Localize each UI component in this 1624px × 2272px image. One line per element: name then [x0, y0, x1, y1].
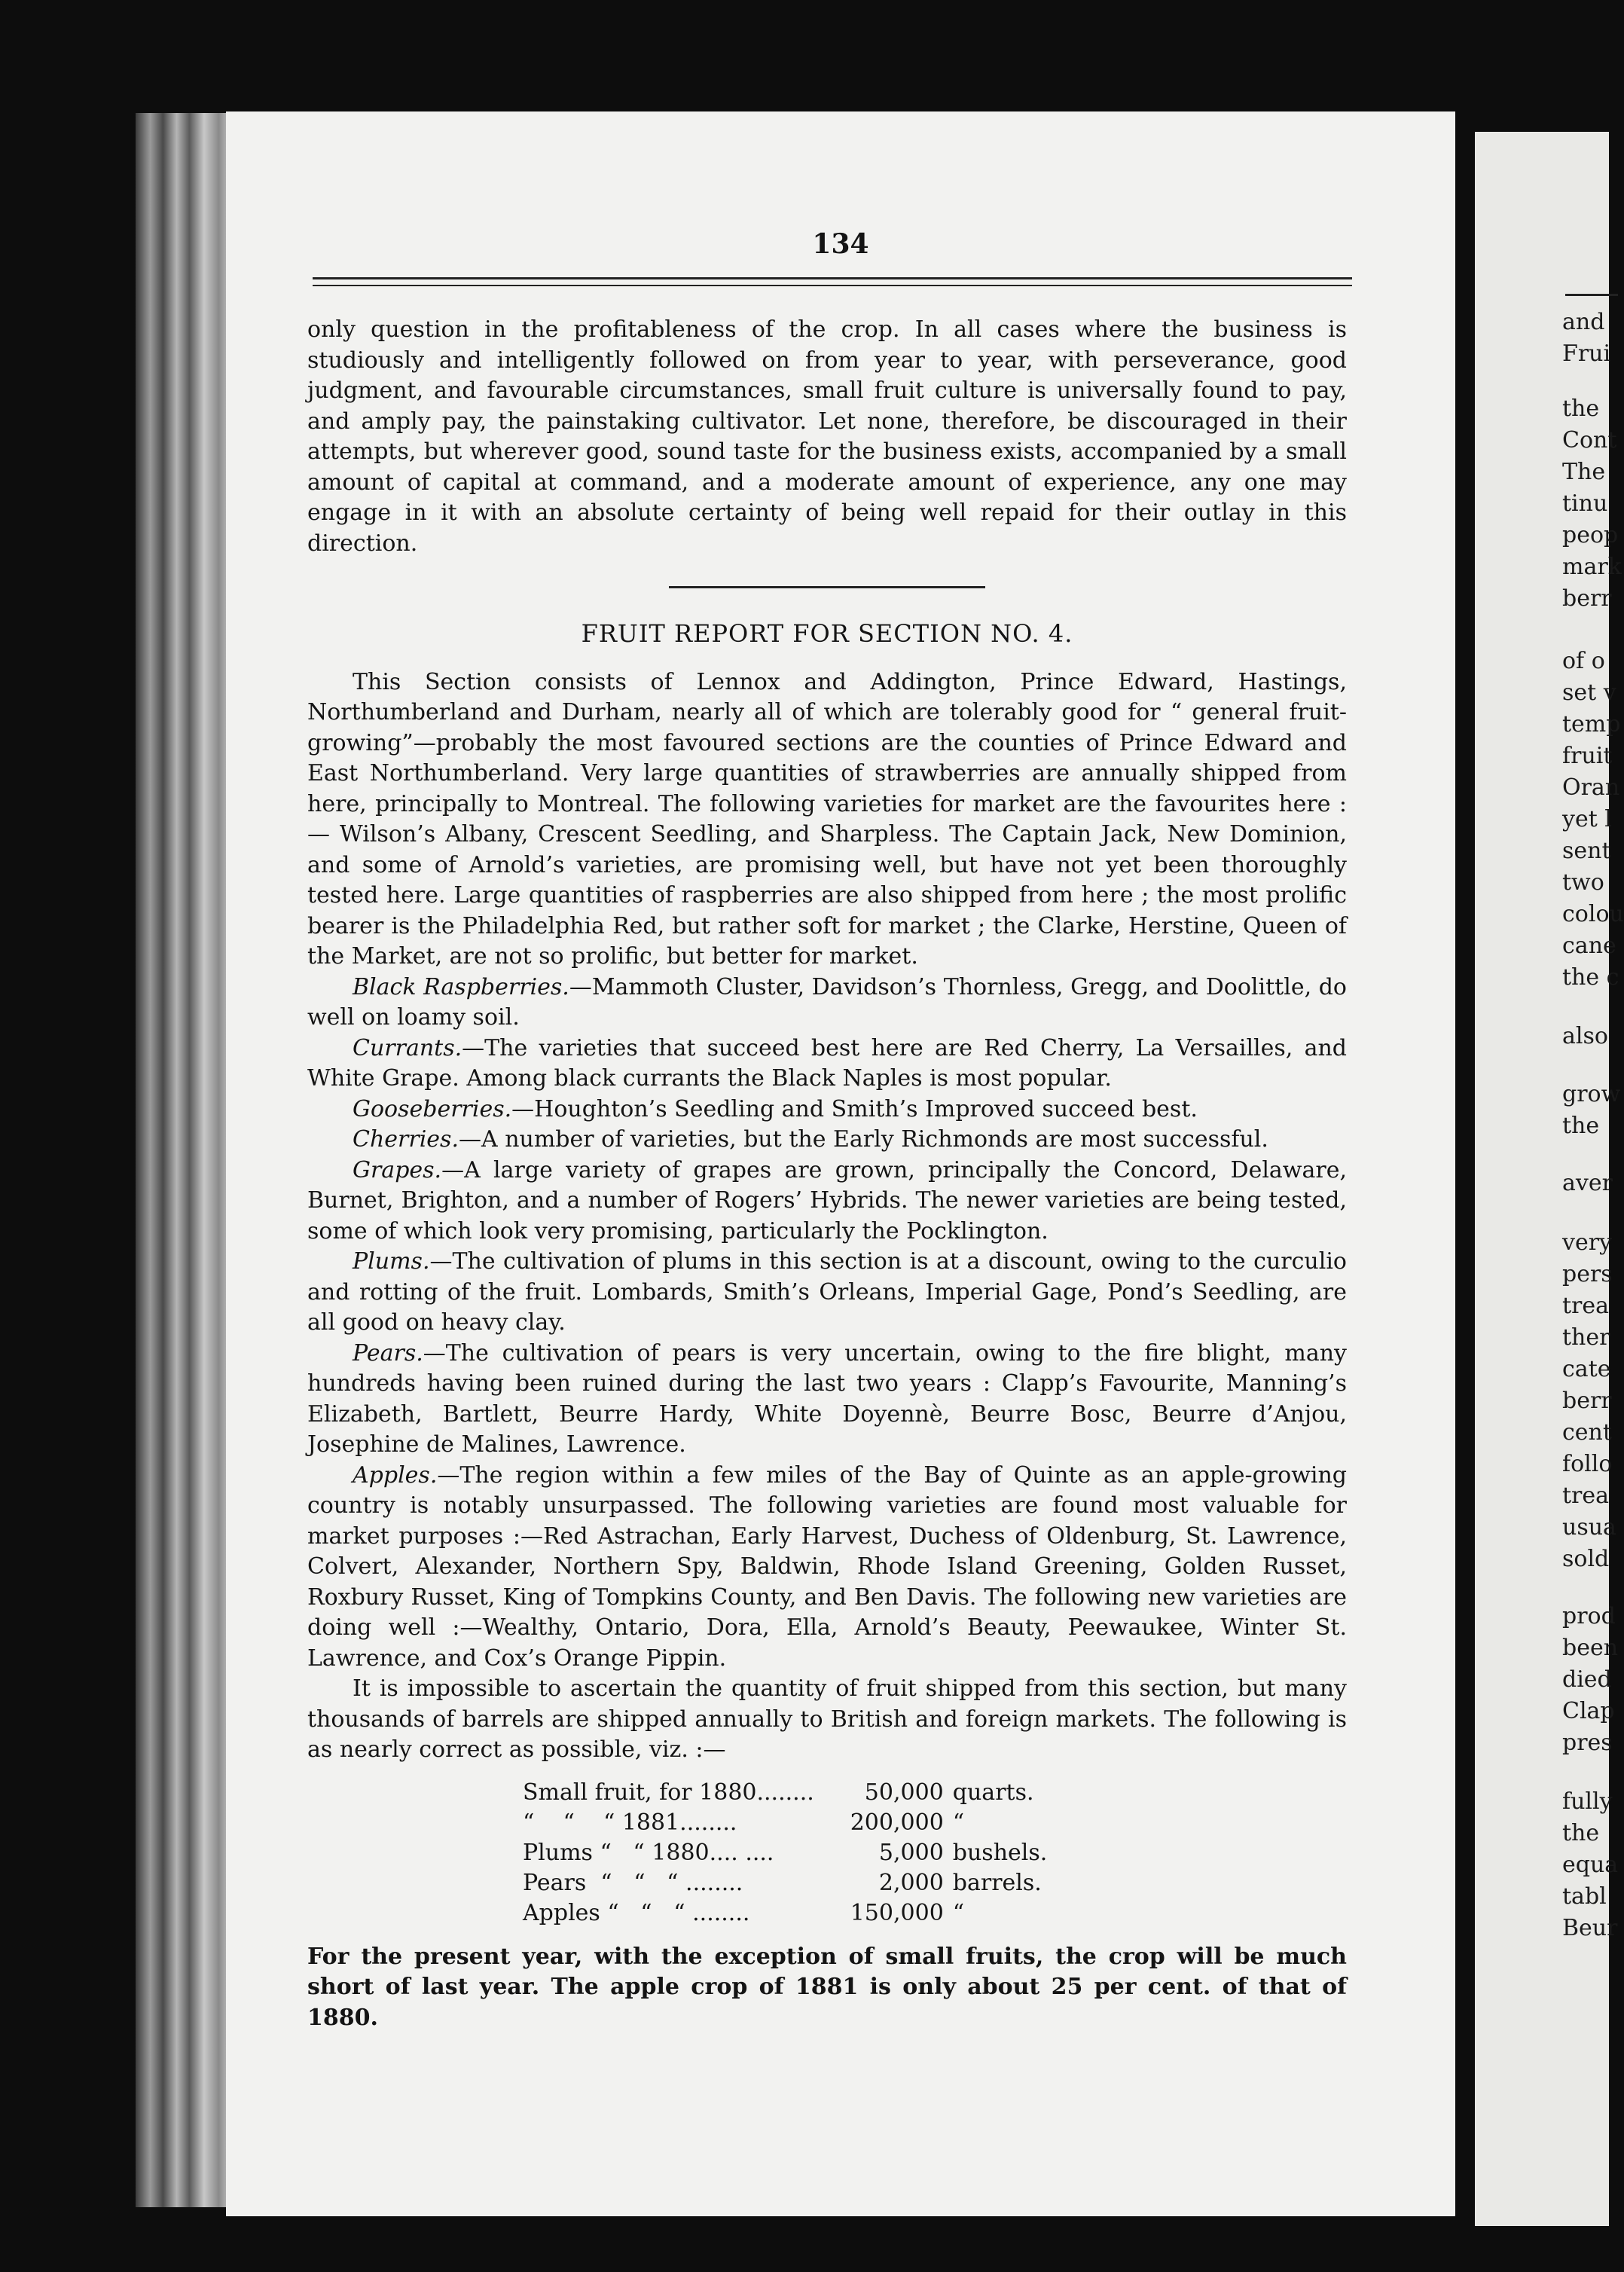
- right-page-line-fragment: the: [1562, 1820, 1600, 1846]
- right-page-line-fragment: Beur: [1562, 1915, 1618, 1941]
- right-page-line-fragment: tinu: [1562, 490, 1608, 517]
- page-number: 134: [812, 228, 869, 260]
- right-page-line-fragment: colou: [1562, 901, 1624, 927]
- fruit-entry-label: Gooseberries.: [353, 1095, 512, 1122]
- fruit-entry-text: —A number of varieties, but the Early Richmonds are most successful.: [459, 1126, 1268, 1153]
- shipment-row: [518, 1808, 1052, 1838]
- fruit-entry-text: —A large variety of grapes are grown, principally the Concord, Delaware, Burnet, Brighton, and a number of Rogers’ Hybrids. The newer varieties are being tested, some of which look very promising, particularly the Pocklington.: [307, 1156, 1347, 1244]
- shipment-item: “ “ “ 1881........: [523, 1809, 737, 1836]
- right-page-line-fragment: two: [1562, 869, 1604, 896]
- right-page-line-fragment: the: [1562, 395, 1600, 422]
- right-page-line-fragment: tabl: [1562, 1883, 1607, 1910]
- shipment-item: Plums “ “ 1880.... ....: [523, 1839, 774, 1866]
- right-page-line-fragment: the c: [1562, 964, 1619, 991]
- shipment-quantity: 50,000: [864, 1779, 944, 1806]
- section-divider: [669, 586, 985, 588]
- right-page-line-fragment: very: [1562, 1229, 1612, 1256]
- right-page-line-fragment: berr: [1562, 585, 1612, 612]
- right-page-rule: [1565, 294, 1618, 296]
- fruit-entry-gooseberries: [307, 1095, 1347, 1125]
- right-page-line-fragment: cent: [1562, 1419, 1612, 1446]
- fruit-entry-label: Black Raspberries.: [353, 973, 569, 1000]
- fruit-entry-text: —Houghton’s Seedling and Smith’s Improved succeed best.: [511, 1095, 1198, 1122]
- section-title: FRUIT REPORT FOR SECTION NO. 4.: [581, 619, 1073, 648]
- shipment-row: [518, 1838, 1052, 1868]
- shipment-quantity: 2,000: [878, 1869, 944, 1896]
- shipment-unit: “: [952, 1899, 965, 1926]
- shipment-unit: “: [952, 1809, 965, 1836]
- fruit-entry-cherries: [307, 1125, 1347, 1156]
- shipment-row: [518, 1898, 1052, 1928]
- right-page-line-fragment: the: [1562, 1113, 1600, 1139]
- shipment-unit: bushels.: [952, 1839, 1048, 1866]
- right-page-line-fragment: also: [1562, 1023, 1608, 1049]
- fruit-entry-black-raspberries: [307, 973, 1347, 1034]
- right-page-line-fragment: usua: [1562, 1514, 1616, 1541]
- right-page-line-fragment: pers: [1562, 1261, 1613, 1287]
- shipment-quantity: 5,000: [878, 1839, 944, 1866]
- right-page-line-fragment: and: [1562, 309, 1605, 335]
- left-page: [226, 111, 1455, 2216]
- right-page-line-fragment: sold: [1562, 1546, 1610, 1572]
- shipment-row: [518, 1778, 1052, 1808]
- fruit-entry-text: —The region within a few miles of the Bay of Quinte as an apple-growing country is notably unsurpassed. The following varieties are found most valuable for market purposes :—Red Astrachan, Early Harvest, Duchess of Oldenburg, St. Lawrence, Colvert, Alexander, Northern Spy, Baldwin, Rhode Island Greening, Golden Russet, Roxbury Russet, King of Tompkins County, and Ben Davis. The following new varieties are doing well :—Wealthy, Ontario, Dora, Ella, Arnold’s Beauty, Peewaukee, Winter St. Lawrence, and Cox’s Orange Pippin.: [307, 1461, 1347, 1672]
- right-page-line-fragment: pres: [1562, 1730, 1613, 1756]
- fruit-entry-label: Grapes.: [353, 1156, 442, 1183]
- fruit-entry-label: Cherries.: [353, 1126, 459, 1153]
- shipment-item: Apples “ “ “ ........: [523, 1899, 750, 1926]
- fruit-entry-grapes: [307, 1156, 1347, 1247]
- right-page-line-fragment: aver: [1562, 1170, 1613, 1196]
- fruit-entry-text: —Mammoth Cluster, Davidson’s Thornless, Gregg, and Doolittle, do well on loamy soil.: [307, 973, 1347, 1031]
- right-page-line-fragment: of o: [1562, 648, 1605, 674]
- right-page-line-fragment: ther: [1562, 1324, 1610, 1351]
- right-page-line-fragment: equa: [1562, 1852, 1619, 1878]
- right-page-fragment: [1475, 132, 1624, 2226]
- shipment-quantity: 150,000: [850, 1899, 944, 1926]
- shipment-quantity: 200,000: [850, 1809, 944, 1836]
- right-page-line-fragment: trea: [1562, 1293, 1610, 1319]
- fruit-entry-text: —The varieties that succeed best here are Red Cherry, La Versailles, and White Grape. Among black currants the Black Naples is most popular.: [307, 1034, 1347, 1092]
- shipment-row: [518, 1868, 1052, 1898]
- fruit-entry-pears: [307, 1339, 1347, 1461]
- page-body: [307, 315, 1347, 2033]
- right-page-line-fragment: mark: [1562, 554, 1622, 580]
- right-page-line-fragment: peop: [1562, 522, 1619, 548]
- right-page-line-fragment: grow: [1562, 1081, 1621, 1107]
- fruit-entry-label: Apples.: [353, 1461, 438, 1489]
- right-page-line-fragment: Clap: [1562, 1698, 1615, 1724]
- shipment-intro-paragraph: It is impossible to ascertain the quantity of fruit shipped from this section, but many thousands of barrels are shipped annually to British and foreign markets. The following is as nearly correct as possible, viz. :—: [307, 1675, 1347, 1763]
- right-page-line-fragment: fruit: [1562, 743, 1613, 769]
- right-page-line-fragment: cane: [1562, 933, 1616, 959]
- right-page-line-fragment: trea: [1562, 1483, 1610, 1509]
- fruit-entry-label: Currants.: [353, 1034, 462, 1061]
- fruit-entry-label: Pears.: [353, 1339, 423, 1367]
- header-rule-top: [313, 277, 1352, 279]
- shipment-item: Pears “ “ “ ........: [523, 1869, 743, 1896]
- fruit-entry-currants: [307, 1034, 1347, 1095]
- right-page-line-fragment: Oran: [1562, 774, 1620, 801]
- right-page-line-fragment: been: [1562, 1635, 1619, 1661]
- fruit-entry-label: Plums.: [353, 1248, 430, 1275]
- right-page-line-fragment: temp: [1562, 711, 1621, 737]
- fruit-entry-text: —The cultivation of plums in this section is at a discount, owing to the curculio and rotting of the fruit. Lombards, Smith’s Orleans, Imperial Gage, Pond’s Seedling, are all good on heavy clay.: [307, 1248, 1347, 1336]
- right-page-line-fragment: cate: [1562, 1356, 1611, 1382]
- right-page-line-fragment: berr: [1562, 1388, 1612, 1414]
- right-page-line-fragment: sent: [1562, 838, 1611, 864]
- book-spine-edge: [136, 113, 234, 2207]
- fruit-entry-apples: [307, 1461, 1347, 1675]
- shipment-table: [518, 1778, 1052, 1928]
- right-page-line-fragment: set v: [1562, 679, 1616, 706]
- right-page-line-fragment: Cont: [1562, 427, 1617, 453]
- right-page-line-fragment: follo: [1562, 1451, 1613, 1477]
- closing-paragraph: For the present year, with the exception of small fruits, the crop will be much short of last year. The apple crop of 1881 is only about 25 per cent. of that of 1880.: [307, 1943, 1347, 2031]
- shipment-unit: barrels.: [952, 1869, 1042, 1896]
- fruit-entry-plums: [307, 1247, 1347, 1339]
- intro-paragraph: only question in the profitableness of the crop. In all cases where the business is studiously and intelligently followed on from year to year, with perseverance, good judgment, and favourable circumstances, small fruit culture is universally found to pay, and amply pay, the painstaking cultivator. Let none, therefore, be discouraged in their attempts, but wherever good, sound taste for the business exists, accompanied by a small amount of capital at command, and a moderate amount of experience, any one may engage in it with an absolute certainty of being well repaid for their outlay in this direction.: [307, 316, 1347, 557]
- shipment-unit: quarts.: [952, 1779, 1034, 1806]
- section-intro-paragraph: This Section consists of Lennox and Addington, Prince Edward, Hastings, Northumberland and Durham, nearly all of which are tolerably good for “ general fruit-growing”—probably the most favoured sections are the counties of Prince Edward and East Northumberland. Very large quantities of strawberries are annually shipped from here, principally to Montreal. The following varieties for market are the favourites here :— Wilson’s Albany, Crescent Seedling, and Sharpless. The Captain Jack, New Dominion, and some of Arnold’s varieties, are promising well, but have not yet been thoroughly tested here. Large quantities of raspberries are also shipped from here ; the most prolific bearer is the Philadelphia Red, but rather soft for market ; the Clarke, Herstine, Queen of the Market, are not so prolific, but better for market.: [307, 668, 1347, 970]
- right-page-line-fragment: yet l: [1562, 806, 1612, 832]
- right-page-line-fragment: fully: [1562, 1788, 1613, 1815]
- right-page-line-fragment: Frui: [1562, 340, 1611, 367]
- header-rule-bottom: [313, 285, 1352, 286]
- right-page-line-fragment: died: [1562, 1666, 1612, 1693]
- fruit-entry-text: —The cultivation of pears is very uncertain, owing to the fire blight, many hundreds having been ruined during the last two years : Clapp’s Favourite, Manning’s Elizabeth, Bartlett, Beurre Hardy, White Doyennè, Beurre Bosc, Beurre d’Anjou, Josephine de Malines, Lawrence.: [307, 1339, 1347, 1458]
- right-page-line-fragment: prod: [1562, 1603, 1616, 1629]
- shipment-item: Small fruit, for 1880........: [523, 1779, 814, 1806]
- right-page-line-fragment: The: [1562, 459, 1606, 485]
